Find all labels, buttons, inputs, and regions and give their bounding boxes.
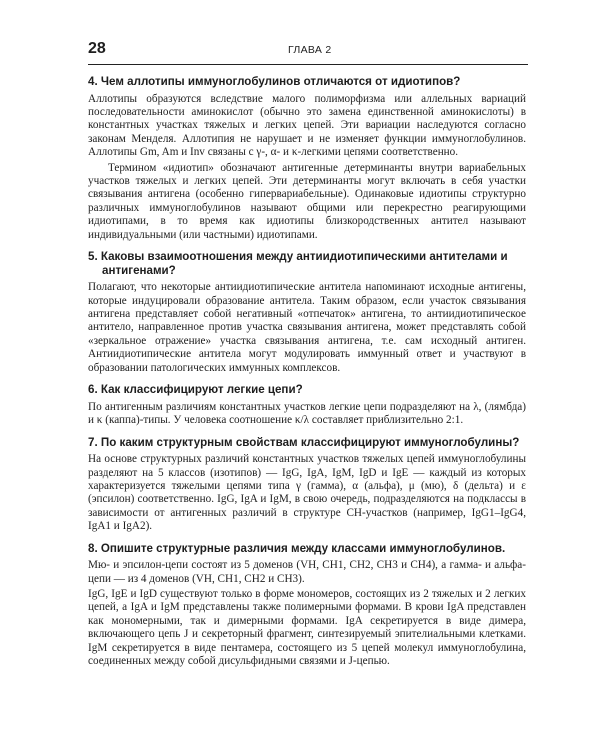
section-6 bbox=[88, 383, 526, 427]
paragraph: IgG, IgE и IgD существуют только в форме мономеров, состоящих из 2 тяжелых и 2 легких цепей, а IgA и IgM представлены также полимерными формами. В крови IgA представлен как мономерными, так и димерными формами. IgA секретируется в виде димера, включающего цепь J и секреторный фрагмент, синтезируемый эпителиальными клетками. IgM секретируется в виде пентамера, состоящего из 5 цепей молекул иммуноглобулина, соединенных между собой дисульфидными связями и J-цепью. bbox=[88, 587, 526, 667]
section-heading: 4. Чем аллотипы иммуноглобулинов отличаются от идиотипов? bbox=[88, 75, 461, 88]
section-8 bbox=[88, 542, 526, 669]
page-header bbox=[88, 40, 528, 60]
chapter-title: ГЛАВА 2 bbox=[288, 44, 332, 56]
section-heading: 6. Как классифицируют легкие цепи? bbox=[88, 383, 303, 397]
section-heading: 8. Опишите структурные различия между классами иммуноглобулинов. bbox=[88, 541, 506, 555]
section-7 bbox=[88, 436, 526, 534]
paragraph: Аллотипы образуются вследствие малого полиморфизма или аллельных вариаций последовательности аминокислот (обычно это замена единственной аминокислоты) в константных участках тяжелых и легких цепей. Эти вариации наследуются согласно законам Менделя. Аллотипия не нарушает и не изменяет функции иммуноглобулинов. Аллотипы Gm, Am и Inv связаны с γ-, α- и κ-легкими цепями соответственно. bbox=[88, 92, 526, 159]
paragraph: Мю- и эпсилон-цепи состоят из 5 доменов (VH, CH1, CH2, CH3 и CH4), а гамма- и альфа-цепи — из 4 доменов (VH, CH1, CH2 и CH3). bbox=[88, 559, 526, 585]
page-body bbox=[88, 71, 526, 676]
section-4 bbox=[88, 75, 526, 242]
header-rule bbox=[88, 64, 528, 65]
section-heading: 5. Каковы взаимоотношения между антиидиотипическими антителами и антигенами? bbox=[88, 250, 508, 277]
page-number: 28 bbox=[88, 40, 106, 57]
paragraph: На основе структурных различий константных участков тяжелых цепей иммуноглобулины разделяют на 5 классов (изотипов) — IgG, IgA, IgM, IgD и IgE — каждый из которых характеризуется тяжелыми цепями типа γ (гамма), α (альфа), μ (мю), δ (дельта) и ε (эпсилон) соответственно. IgG, IgA и IgM, в свою очередь, подразделяются на подклассы в зависимости от антигенных различий в структуре CH-участков (например, IgG1–IgG4, IgA1 и IgA2). bbox=[88, 453, 526, 533]
section-heading: 7. По каким структурным свойствам классифицируют иммуноглобулины? bbox=[88, 435, 520, 449]
paragraph: Термином «идиотип» обозначают антигенные детерминанты внутри вариабельных участков тяжелых и легких цепей. Эти детерминанты могут включать в себя участки связывания антигена (особенно гипервариабельные). Одинаковые идиотипы структурно различных иммуноглобулинов называют общими или перекрестно реагирующими идиотипами, в то время как идиотипы близкородственных антител называют индивидуальными (или частными) идиотипами. bbox=[88, 161, 526, 241]
paragraph: По антигенным различиям константных участков легкие цепи подразделяют на λ, (лямбда) и κ (каппа)-типы. У человека соотношение κ/λ составляет приблизительно 2:1. bbox=[88, 400, 526, 427]
section-5 bbox=[88, 250, 526, 375]
paragraph: Полагают, что некоторые антиидиотипические антитела напоминают исходные антигены, которые индуцировали образование антитела. Таким образом, если участок связывания антигена представляет собой негативный «отпечаток» антигена, то антиидиотипическое антитело, направленное против участка связывания антигена, может представлять собой «зеркальное отражение» участка связывания антигена, т.е. сам исходный антиген. Антиидиотипические антитела могут модулировать иммунный ответ и участвуют в образовании патологических иммунных комплексов. bbox=[88, 281, 526, 374]
